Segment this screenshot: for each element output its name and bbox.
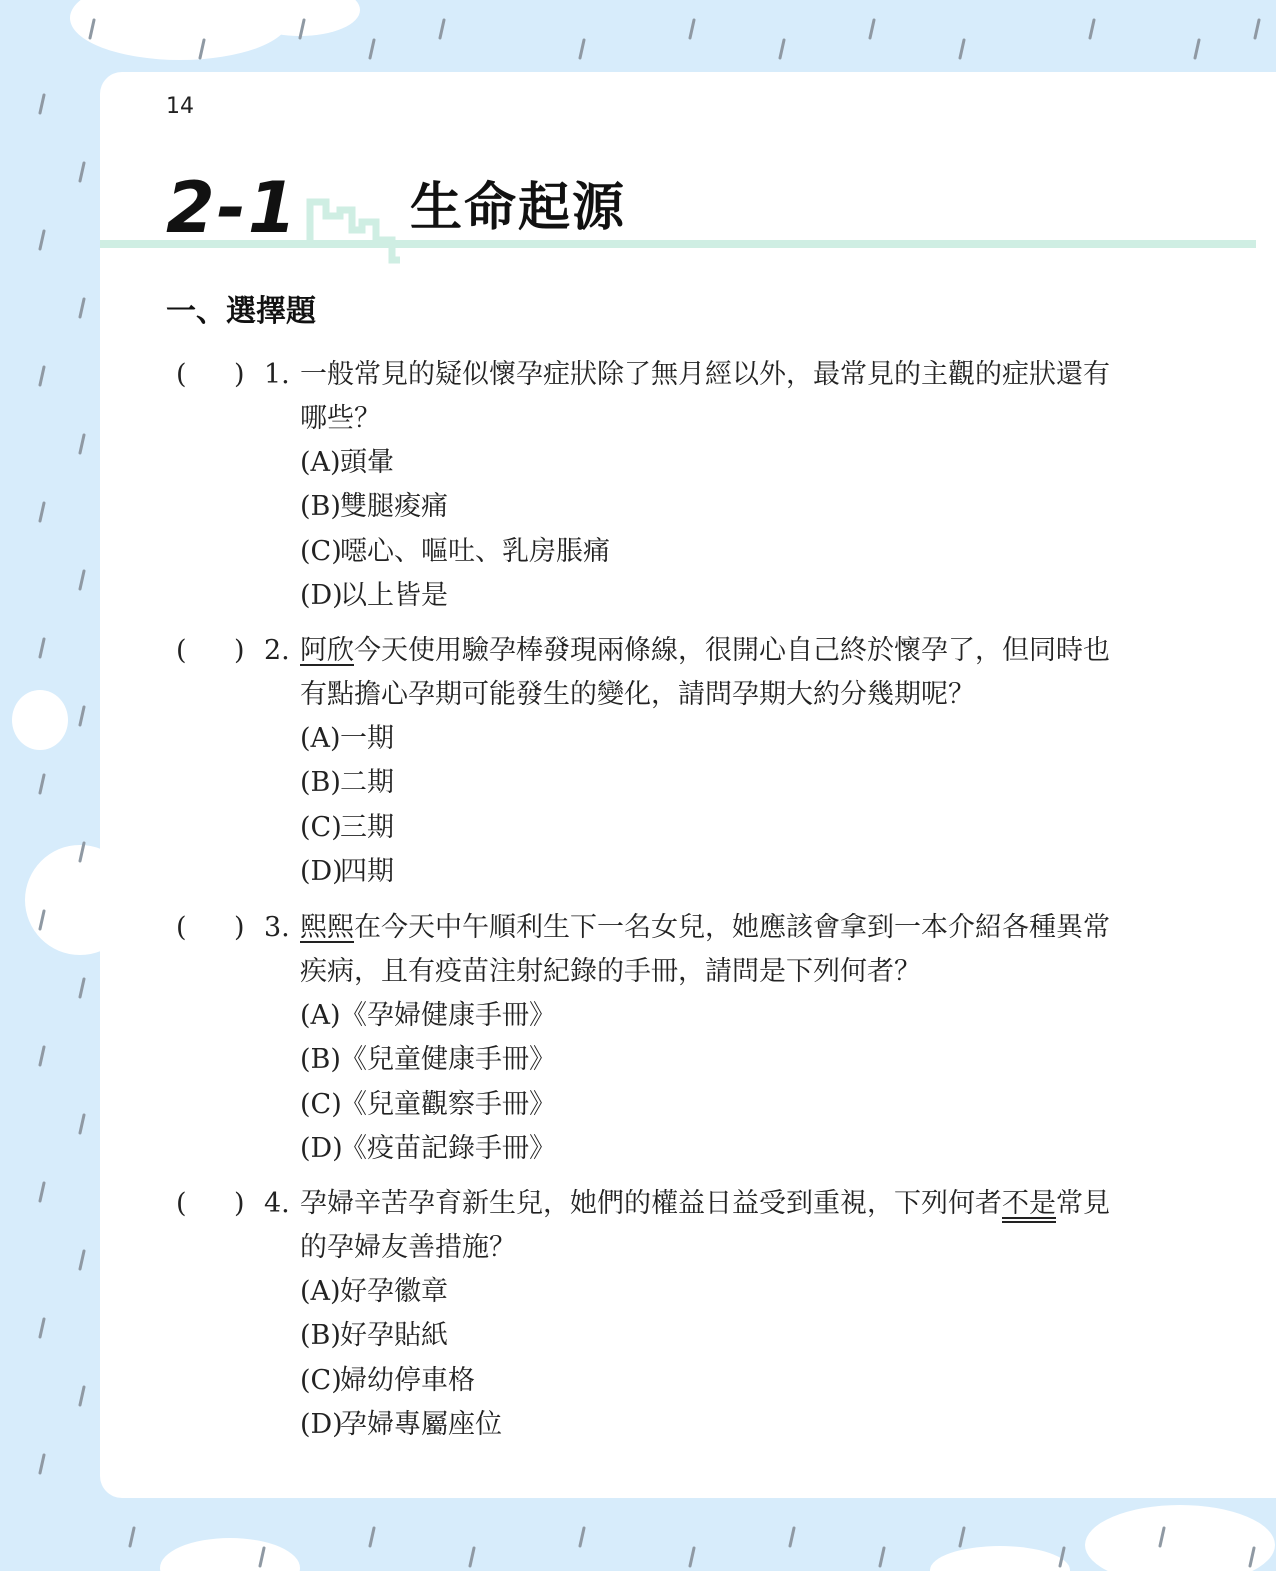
rain-streak	[80, 1251, 84, 1269]
rain-streak	[80, 571, 84, 589]
rain-streak	[370, 1528, 374, 1546]
option-letter: (A)	[300, 1276, 341, 1307]
close-paren: )	[234, 359, 245, 390]
option-b	[300, 761, 1126, 805]
stem-text: 在今天中午順利生下一名女兒，她應該會拿到一本介紹各種異常疾病，且有疫苗注射紀錄的手冊，請問是下列何者？	[300, 912, 1110, 987]
option-b	[300, 1314, 1126, 1358]
stem-text: 今天使用驗孕棒發現兩條線，很開心自己終於懷孕了，但同時也有點擔心孕期可能發生的變化，請問孕期大約分幾期呢？	[300, 635, 1110, 710]
option-text: 雙腿痠痛	[340, 491, 448, 523]
option-letter: (B)	[300, 1320, 341, 1352]
option-c	[300, 806, 1126, 850]
question-stem	[300, 353, 1110, 441]
option-text: 好孕貼紙	[340, 1320, 448, 1352]
open-paren: (	[176, 359, 187, 390]
option-b	[300, 1038, 1126, 1082]
option-text: 好孕徽章	[340, 1276, 448, 1307]
option-text: 孕婦專屬座位	[340, 1408, 502, 1440]
answer-blank[interactable]	[176, 353, 248, 397]
rain-streak	[40, 231, 44, 249]
rain-streak	[80, 299, 84, 317]
stem-name-underlined: 熙熙	[300, 912, 354, 943]
close-paren: )	[234, 635, 245, 666]
rain-streak	[40, 1455, 44, 1473]
rain-streak	[580, 1528, 584, 1546]
option-c	[300, 1359, 1126, 1403]
rain-streak	[690, 1548, 694, 1566]
question-stem	[300, 1182, 1110, 1270]
option-text: 《孕婦健康手冊》	[340, 1000, 556, 1031]
rain-streak	[80, 163, 84, 181]
option-a	[300, 1270, 1126, 1314]
rain-streak	[80, 707, 84, 725]
stem-text: 常見的孕婦友善措施？	[300, 1188, 1110, 1263]
option-letter: (C)	[300, 1088, 342, 1120]
rain-streak	[40, 639, 44, 657]
option-letter: (A)	[300, 723, 341, 754]
rain-streak	[40, 1319, 44, 1337]
rain-streak	[80, 979, 84, 997]
option-letter: (B)	[300, 1044, 341, 1076]
option-c	[300, 530, 1126, 574]
rain-streak	[80, 1115, 84, 1133]
rain-streak	[790, 1528, 794, 1546]
rain-streak	[580, 40, 584, 58]
question-number: 3.	[264, 912, 290, 943]
question-number: 2.	[264, 635, 290, 666]
rain-streak	[960, 40, 964, 58]
option-d	[300, 1403, 1126, 1447]
rain-streak	[40, 95, 44, 113]
rain-streak	[780, 40, 784, 58]
rain-streak	[80, 1387, 84, 1405]
question-2	[166, 629, 1126, 894]
section-title: 生命起源	[410, 178, 627, 238]
option-d	[300, 850, 1126, 894]
option-letter: (C)	[300, 535, 342, 567]
option-list	[300, 1270, 1126, 1447]
option-text: 《兒童健康手冊》	[340, 1044, 556, 1076]
option-letter: (A)	[300, 447, 341, 478]
question-1	[166, 353, 1126, 618]
option-letter: (B)	[300, 767, 341, 799]
option-letter: (C)	[300, 811, 342, 843]
close-paren: )	[234, 1188, 245, 1219]
rain-streak	[1090, 20, 1094, 38]
option-letter: (D)	[300, 1132, 343, 1164]
option-list	[300, 994, 1126, 1171]
open-paren: (	[176, 912, 187, 943]
option-text: 以上皆是	[340, 579, 448, 611]
stem-name-underlined: 阿欣	[300, 635, 354, 666]
open-paren: (	[176, 1188, 187, 1219]
question-stem	[300, 906, 1110, 994]
option-letter: (D)	[300, 855, 343, 887]
question-stem	[300, 629, 1110, 717]
question-3	[166, 906, 1126, 1171]
rain-streak	[40, 1183, 44, 1201]
page-number: 14	[166, 94, 194, 119]
option-a	[300, 994, 1126, 1038]
rain-streak	[960, 1528, 964, 1546]
question-number: 1.	[264, 359, 290, 390]
option-d	[300, 1127, 1126, 1171]
rain-streak	[470, 1548, 474, 1566]
answer-blank[interactable]	[176, 1182, 248, 1226]
rain-streak	[690, 20, 694, 38]
option-text: 四期	[340, 855, 394, 887]
option-a	[300, 717, 1126, 761]
option-text: 《兒童觀察手冊》	[340, 1088, 556, 1120]
rain-streak	[870, 20, 874, 38]
stem-emphasis-double-underlined: 不是	[1002, 1188, 1056, 1219]
option-text: 《疫苗記錄手冊》	[340, 1132, 556, 1164]
rain-streak	[880, 1548, 884, 1566]
option-list	[300, 441, 1126, 618]
rain-streak	[40, 367, 44, 385]
question-4	[166, 1182, 1126, 1447]
rain-streak	[40, 503, 44, 521]
section-number: 2-1	[166, 167, 299, 249]
option-text: 二期	[340, 767, 394, 799]
answer-blank[interactable]	[176, 906, 248, 950]
rain-streak	[1195, 40, 1199, 58]
rain-streak	[440, 20, 444, 38]
option-text: 噁心、嘔吐、乳房脹痛	[340, 535, 610, 567]
answer-blank[interactable]	[176, 629, 248, 673]
rain-streak	[80, 435, 84, 453]
option-d	[300, 574, 1126, 618]
option-letter: (D)	[300, 1408, 343, 1440]
option-text: 三期	[340, 811, 394, 843]
option-c	[300, 1083, 1126, 1127]
option-letter: (B)	[300, 491, 341, 523]
option-letter: (A)	[300, 1000, 341, 1031]
stem-text: 孕婦辛苦孕育新生兒，她們的權益日益受到重視，下列何者	[300, 1188, 1002, 1219]
option-text: 頭暈	[340, 447, 394, 478]
option-list	[300, 717, 1126, 894]
question-number: 4.	[264, 1188, 290, 1219]
rain-streak	[40, 775, 44, 793]
rain-streak	[130, 1528, 134, 1546]
rain-streak	[40, 1047, 44, 1065]
option-b	[300, 485, 1126, 529]
option-a	[300, 441, 1126, 485]
stem-text: 一般常見的疑似懷孕症狀除了無月經以外，最常見的主觀的症狀還有哪些？	[300, 359, 1110, 434]
option-text: 一期	[340, 723, 394, 754]
close-paren: )	[234, 912, 245, 943]
option-text: 婦幼停車格	[340, 1364, 475, 1396]
option-letter: (D)	[300, 579, 343, 611]
open-paren: (	[176, 635, 187, 666]
part-heading: 一、選擇題	[166, 294, 316, 329]
rain-streak	[370, 40, 374, 58]
option-letter: (C)	[300, 1364, 342, 1396]
rain-streak	[1255, 20, 1259, 38]
